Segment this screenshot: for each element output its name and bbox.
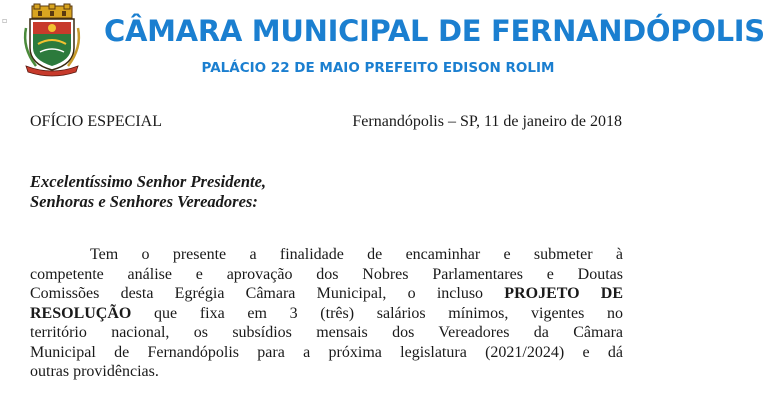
salutation-line: Senhoras e Senhores Vereadores: [30,192,258,211]
body-line: outras providências. [30,363,159,380]
body-line: Tem o presente a finalidade de encaminhar e submeter à [90,246,623,263]
place-date: Fernandópolis – SP, 11 de janeiro de 2018 [352,113,622,130]
bill-type-emphasis: PROJETO DE [504,285,624,302]
document-type: OFÍCIO ESPECIAL [30,113,163,130]
bill-type-emphasis: RESOLUÇÃO [30,304,132,322]
municipal-coat-of-arms-icon [20,4,84,76]
body-text-segment: que fixa em 3 (três) salários mínimos, vigentes no [154,304,624,322]
chamber-name-title: CÂMARA MUNICIPAL DE FERNANDÓPOLIS [104,14,765,48]
salutation-line: Excelentíssimo Senhor Presidente, [30,172,267,191]
body-line: Municipal de Fernandópolis para a próxima legislatura (2021/2024) e dá [30,343,623,361]
body-line: competente análise e aprovação dos Nobres Parlamentares e Doutas [30,265,623,283]
scan-mark: ▫ [2,16,8,25]
palace-subtitle: PALÁCIO 22 DE MAIO PREFEITO EDISON ROLIM [201,60,555,76]
body-line: território nacional, os subsídios mensais dos Vereadores da Câmara [30,324,623,341]
body-line [30,284,623,304]
letter-body [30,245,623,382]
body-line [30,304,623,324]
body-text-segment: Comissões desta Egrégia Câmara Municipal, o incluso [30,285,484,302]
salutation [30,172,266,212]
